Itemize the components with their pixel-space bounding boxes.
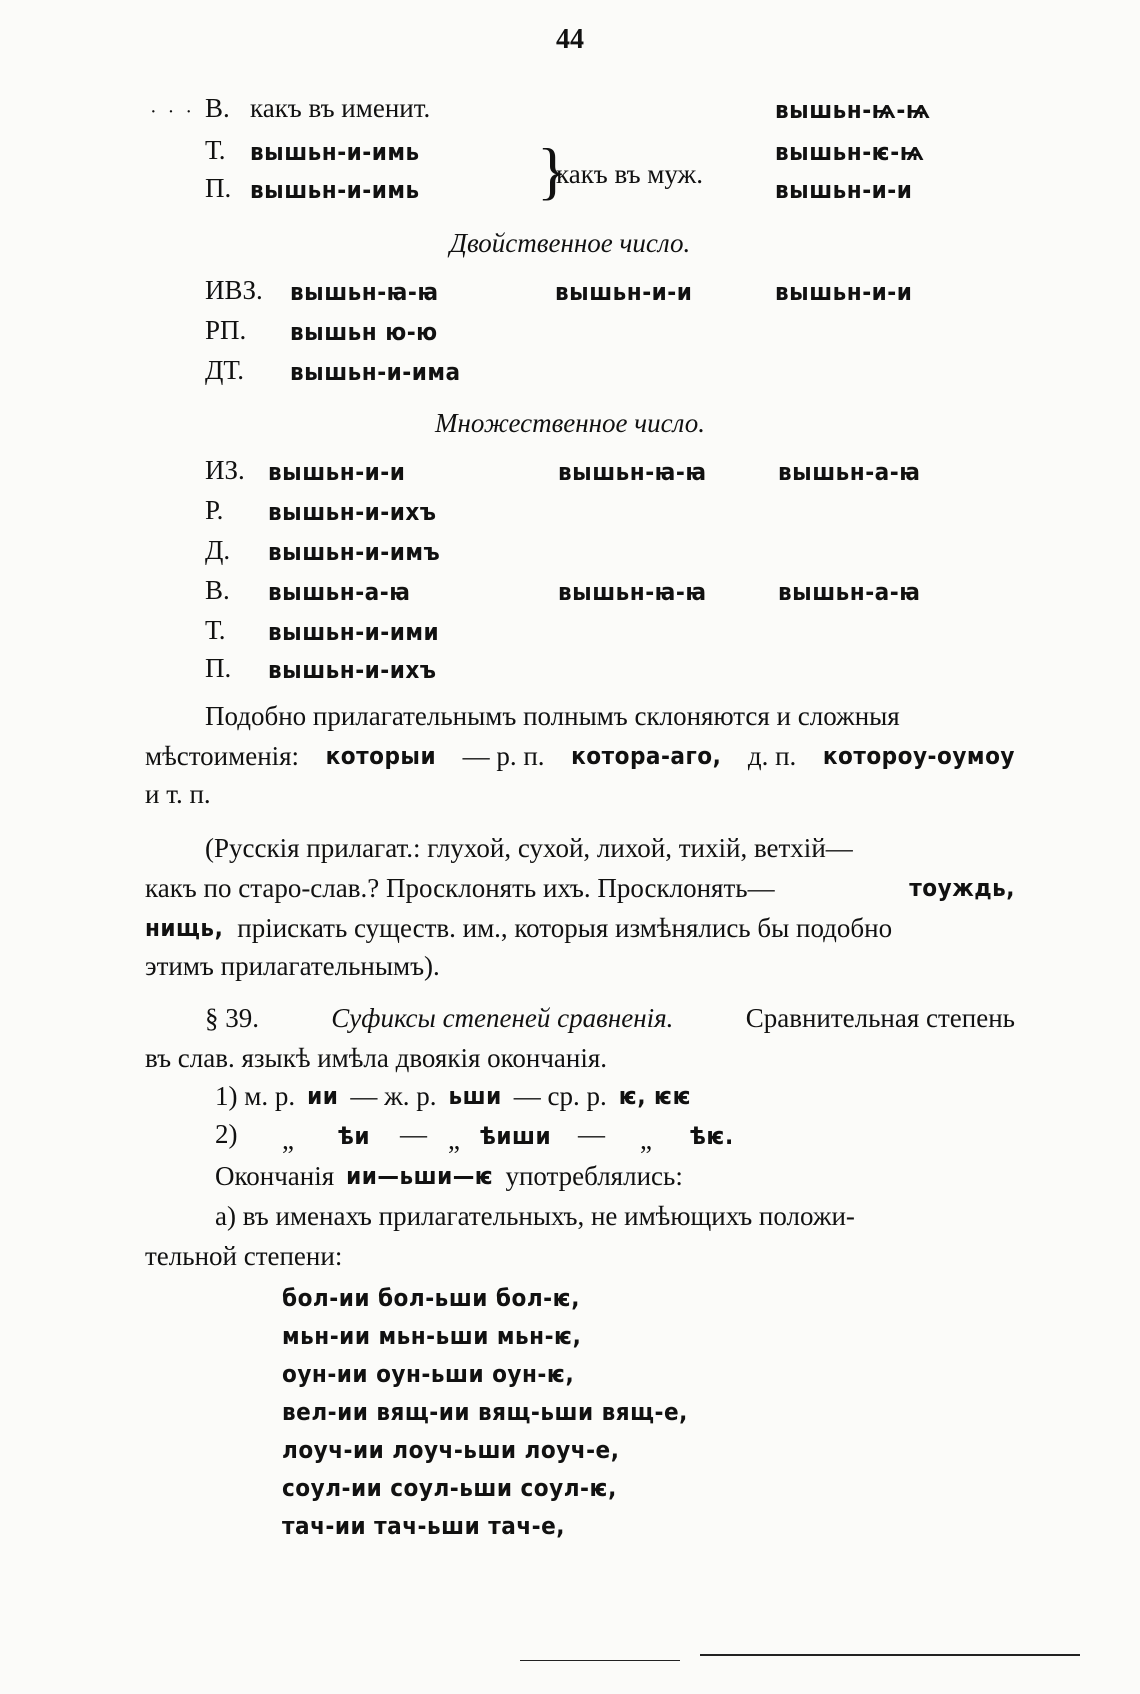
cs-word: ѣѥ. bbox=[690, 1122, 734, 1150]
case-label: Д. bbox=[205, 535, 231, 565]
para1-line3: и т. п. bbox=[145, 779, 211, 809]
ditto-mark: „ bbox=[282, 1125, 294, 1155]
form-row: тач-ии тач-ьши тач-е, bbox=[282, 1512, 565, 1540]
text: пріискать существ. им., которыя измѣнялись бы подобно bbox=[237, 913, 893, 943]
masc-form: вышьн-и-имъ bbox=[268, 538, 441, 566]
text: д. п. bbox=[747, 741, 797, 771]
ditto-mark: „ bbox=[448, 1125, 460, 1155]
section-title-plural: Множественное число. bbox=[434, 408, 706, 438]
fem-form: вышьн-и-и bbox=[555, 278, 693, 306]
para1-line1: Подобно прилагательнымъ полнымъ склоняются и сложныя bbox=[205, 701, 900, 731]
cs-word: которыи bbox=[325, 742, 437, 770]
cs-word: котороу-оумоу bbox=[822, 742, 1015, 770]
text: Окончанія bbox=[215, 1161, 335, 1191]
masc-form: вышьн ю-ю bbox=[290, 318, 438, 346]
text: — bbox=[400, 1119, 427, 1149]
neut-form: вышьн-а-ꙗ bbox=[778, 458, 921, 486]
cs-word: ии bbox=[307, 1082, 339, 1110]
masc-form: вышьн-и-има bbox=[290, 358, 461, 386]
text: — bbox=[578, 1119, 605, 1149]
form-row: оун-ии оун-ьши оун-ѥ, bbox=[282, 1360, 575, 1388]
text: мѣстоименія: bbox=[145, 741, 300, 771]
text: употреблялись: bbox=[505, 1161, 683, 1191]
case-label: ИЗ. bbox=[205, 455, 245, 485]
case-label: Р. bbox=[205, 495, 224, 525]
bottom-rule bbox=[520, 1660, 680, 1661]
para2-line2 bbox=[145, 872, 1015, 904]
masc-form: вышьн-и-ихъ bbox=[268, 498, 437, 526]
text: какъ по старо-слав.? Просклонять ихъ. Просклонять— bbox=[145, 873, 775, 903]
section39-line1 bbox=[205, 1002, 1015, 1034]
form-row: лоуч-ии лоуч-ьши лоуч-е, bbox=[282, 1436, 620, 1464]
case-label: РП. bbox=[205, 315, 247, 345]
text: — р. п. bbox=[462, 741, 545, 771]
neut-form: вышьн-и-и bbox=[775, 176, 913, 204]
fem-form: вышьн-ꙗ-ꙗ bbox=[558, 458, 707, 486]
form-row: бол-ии бол-ьши бол-ѥ, bbox=[282, 1284, 580, 1312]
text: Сравнительная степень bbox=[745, 1003, 1015, 1033]
fem-form: вышьн-ꙗ-ꙗ bbox=[558, 578, 707, 606]
brace-label: какъ въ муж. bbox=[556, 159, 703, 189]
case-label: ИВЗ. bbox=[205, 275, 263, 305]
masc-form: вышьн-ꙗ-ꙗ bbox=[290, 278, 439, 306]
item-a-line2: тельной степени: bbox=[145, 1241, 343, 1271]
para1-line2 bbox=[145, 740, 1015, 772]
case-label: П. bbox=[205, 173, 232, 203]
case-label: Т. bbox=[205, 615, 226, 645]
section39-line2: въ слав. языкѣ имѣла двоякія окончанія. bbox=[145, 1043, 608, 1073]
masc-form: вышьн-и-и bbox=[268, 458, 406, 486]
para2-line4: этимъ прилагательнымъ). bbox=[145, 951, 440, 981]
neut-form: вышьн-ѩ-ѩ bbox=[775, 96, 931, 124]
item-a-line1: а) въ именахъ прилагательныхъ, не имѣющихъ положи- bbox=[215, 1201, 855, 1231]
cs-word: тоуждь, bbox=[909, 874, 1015, 902]
neut-form: вышьн-а-ꙗ bbox=[778, 578, 921, 606]
case-label: ДТ. bbox=[205, 355, 244, 385]
text: — ж. р. bbox=[350, 1081, 437, 1111]
bottom-rule bbox=[700, 1654, 1080, 1656]
form-row: мьн-ии мьн-ьши мьн-ѥ, bbox=[282, 1322, 582, 1350]
case-label: В. bbox=[205, 93, 230, 123]
cs-word: котора-аго, bbox=[571, 742, 722, 770]
cs-word: ѣиши bbox=[480, 1122, 552, 1150]
masc-form: вышьн-и-ихъ bbox=[268, 656, 437, 684]
section-title-dual: Двойственное число. bbox=[449, 228, 691, 258]
para2-line3 bbox=[145, 912, 1015, 944]
masc-form: вышьн-а-ꙗ bbox=[268, 578, 411, 606]
grouping-brace: } bbox=[537, 135, 568, 206]
cs-word: ѥ, ѥѥ bbox=[618, 1082, 692, 1110]
text: 2) bbox=[215, 1119, 238, 1149]
ending-row-1 bbox=[215, 1080, 691, 1112]
text: 1) м. р. bbox=[215, 1081, 296, 1111]
text: — ср. р. bbox=[513, 1081, 607, 1111]
case-label: Т. bbox=[205, 135, 226, 165]
page-number: 44 bbox=[556, 24, 584, 55]
form-row: соул-ии соул-ьши соул-ѥ, bbox=[282, 1474, 617, 1502]
cs-word: ѣи bbox=[338, 1122, 371, 1150]
cs-word: нищь, bbox=[145, 914, 224, 942]
case-note: какъ въ именит. bbox=[250, 93, 431, 123]
cs-word: ьши bbox=[448, 1082, 502, 1110]
leader-dots: · · · bbox=[150, 101, 195, 123]
neut-form: вышьн-ѥ-ѩ bbox=[775, 138, 925, 166]
masc-form: вышьн-и-ими bbox=[268, 618, 440, 646]
case-label: В. bbox=[205, 575, 230, 605]
form-row: вел-ии вящ-ии вящ-ьши вящ-е, bbox=[282, 1398, 688, 1426]
neut-form: вышьн-и-и bbox=[775, 278, 913, 306]
ditto-mark: „ bbox=[640, 1125, 652, 1155]
section-title: Суфиксы степеней сравненія. bbox=[331, 1003, 674, 1033]
masc-form: вышьн-и-имь bbox=[250, 138, 420, 166]
usage-line bbox=[215, 1160, 683, 1192]
case-label: П. bbox=[205, 653, 232, 683]
masc-form: вышьн-и-имь bbox=[250, 176, 420, 204]
para2-line1: (Русскія прилагат.: глухой, сухой, лихой, тихій, ветхій— bbox=[205, 833, 853, 863]
cs-word: ии—ьши—ѥ bbox=[346, 1162, 494, 1190]
section-number: § 39. bbox=[205, 1003, 259, 1033]
